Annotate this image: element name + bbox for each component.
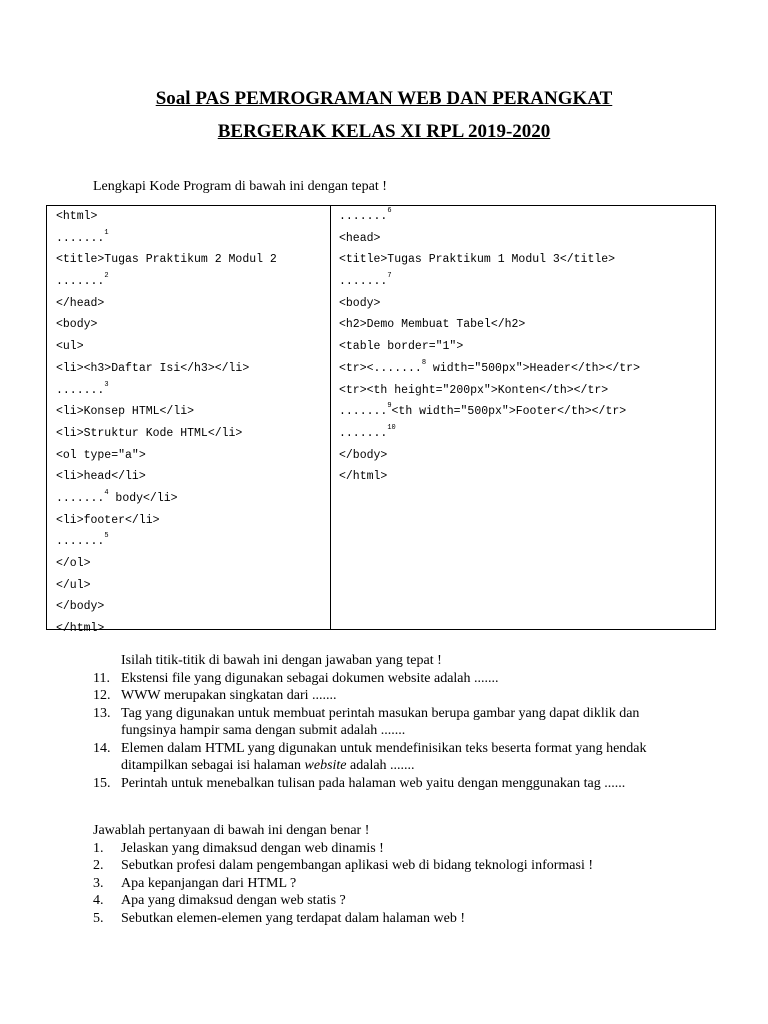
code-text: ....... [339,275,388,289]
code-text: <title>Tugas Praktikum 2 Modul 2 [56,253,277,267]
blank-number: 9 [387,402,392,411]
code-line [339,336,640,358]
blank-number: 10 [387,423,396,432]
code-line [339,380,640,402]
question-text: Sebutkan profesi dalam pengembangan aplikasi web di bidang teknologi informasi ! [121,858,593,873]
code-line [56,249,277,271]
question-number: 12. [93,688,111,703]
code-text: ....... [56,491,105,505]
code-line [56,358,277,380]
code-line [56,575,277,597]
instruction-fill: Isilah titik-titik di bawah ini dengan jawaban yang tepat ! [121,653,442,668]
code-line [339,314,640,336]
blank-number: 1 [104,228,109,237]
code-line [339,228,640,250]
code-text: <title>Tugas Praktikum 1 Modul 3</title> [339,253,616,267]
question-text: Perintah untuk menebalkan tulisan pada halaman web yaitu dengan menggunakan tag ...... [121,775,626,791]
code-line [56,206,277,228]
code-text: <h2>Demo Membuat Tabel</h2> [339,318,526,332]
code-line [56,531,277,553]
code-text: ....... [56,275,105,289]
blank-number: 6 [387,207,392,215]
code-line [339,271,640,293]
code-text: <head> [339,231,381,245]
question-number: 15. [93,775,111,791]
code-text: <ol type="a"> [56,448,146,462]
code-text: <ul> [56,340,84,354]
code-line [339,466,640,488]
code-text: <li>Struktur Kode HTML</li> [56,426,243,440]
code-table [46,205,716,636]
question-number: 2. [93,858,104,873]
code-text: </html> [339,470,388,484]
code-line [339,249,640,271]
code-text: <li>Konsep HTML</li> [56,405,195,419]
code-text: ....... [56,383,105,397]
code-text: <table border="1"> [339,340,464,354]
code-text: <tr><....... [339,361,422,375]
blank-number: 8 [421,358,427,367]
code-text: <html> [56,210,98,223]
code-text: <li>head</li> [56,470,146,484]
code-text: </ul> [56,578,91,592]
blank-number: 3 [104,380,109,389]
code-text: <li><h3>Daftar Isi</h3></li> [56,361,250,375]
code-line [56,293,277,315]
instruction-code: Lengkapi Kode Program di bawah ini dengan tepat ! [93,179,387,194]
code-line [56,380,277,402]
code-line [56,336,277,358]
question-text: Apa yang dimaksud dengan web statis ? [121,893,346,908]
code-line [56,401,277,423]
title-line-1: Soal PAS PEMROGRAMAN WEB DAN PERANGKAT [155,88,613,109]
question-text: Apa kepanjangan dari HTML ? [121,875,297,891]
question-text: Sebutkan elemen-elemen yang terdapat dalam halaman web ! [121,910,466,926]
question-number: 11. [93,670,110,686]
blank-number: 2 [104,272,109,281]
blank-number: 7 [387,272,392,281]
code-line [56,596,277,618]
title-line-2: BERGERAK KELAS XI RPL 2019-2020 [217,121,551,142]
code-text-after: body</li> [108,491,178,505]
question-text: WWW merupakan singkatan dari ....... [121,688,337,703]
question-text [121,740,681,775]
code-line [56,271,277,293]
question-text-part: Elemen dalam HTML yang digunakan untuk mendefinisikan teks beserta format yang hendak ditampilkan sebagai isi halaman [121,740,647,773]
question-text: Jelaskan yang dimaksud dengan web dinamis ! [121,840,384,856]
question-number: 14. [93,740,111,756]
question-number: 4. [93,893,104,908]
question-text: Ekstensi file yang digunakan sebagai dokumen website adalah ....... [121,670,499,686]
code-line [56,553,277,575]
code-text: <body> [56,318,98,332]
code-table-divider [330,205,331,630]
code-text: <body> [339,296,381,310]
code-text-after: width="500px">Header</th></tr> [426,361,640,375]
code-text: ....... [56,231,105,245]
code-line [339,206,640,228]
code-line [56,314,277,336]
code-line [339,445,640,467]
code-text: ....... [56,535,105,549]
code-text: ....... [339,210,388,223]
code-line [339,423,640,445]
instruction-essay: Jawablah pertanyaan di bawah ini dengan benar ! [93,823,370,838]
question-number: 5. [93,910,104,926]
code-text: ....... [339,426,388,440]
blank-number: 4 [104,488,109,497]
code-line [339,401,640,423]
blank-number: 5 [104,532,109,541]
code-line [56,445,277,467]
question-text: Tag yang digunakan untuk membuat perintah masukan berupa gambar yang dapat diklik dan fungsinya hampir sama dengan submit adalah ....... [121,705,640,738]
code-line [56,488,277,510]
code-column-right [339,206,640,488]
code-line [339,293,640,315]
code-line [56,228,277,250]
question-text-part: adalah ....... [346,758,415,773]
code-line [56,618,277,640]
code-text: ....... [339,405,388,419]
code-text: <li>footer</li> [56,513,160,527]
question-number: 1. [93,840,104,856]
code-text: </head> [56,296,105,310]
code-text-after: <th width="500px">Footer</th></tr> [391,405,627,419]
code-text: </body> [56,600,105,614]
code-line [56,466,277,488]
code-line [56,423,277,445]
code-text: </html> [56,622,105,636]
code-text: </body> [339,448,388,462]
question-number: 13. [93,705,111,721]
code-text: <tr><th height="200px">Konten</th></tr> [339,383,609,397]
question-number: 3. [93,875,104,891]
code-line [339,358,640,380]
code-column-left [56,206,277,640]
question-text-italic: website [304,758,347,773]
code-line [56,510,277,532]
code-text: </ol> [56,557,91,570]
